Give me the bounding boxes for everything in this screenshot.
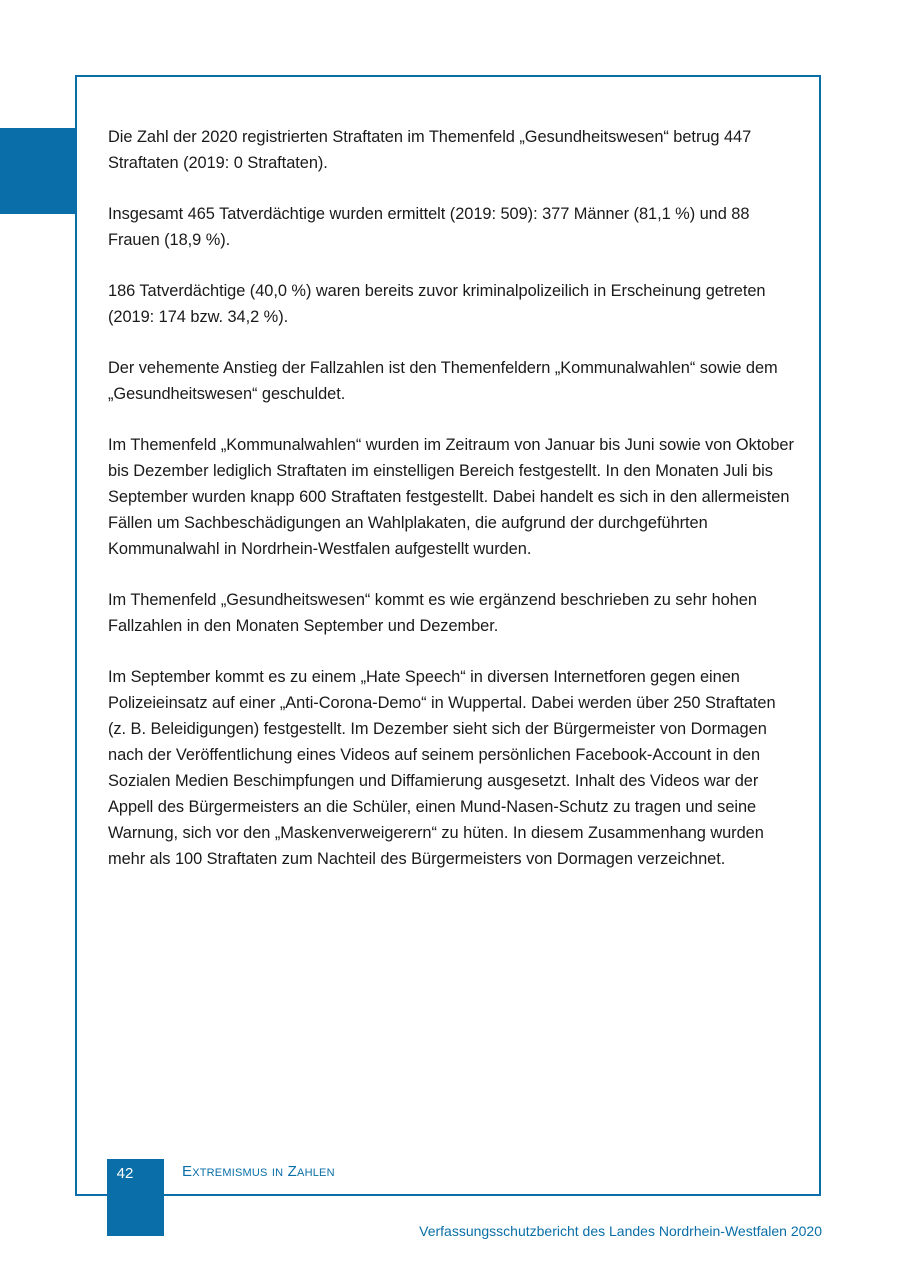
chapter-title: Extremismus in Zahlen — [182, 1163, 335, 1180]
publication-title: Verfassungsschutzbericht des Landes Nordrhein-Westfalen 2020 — [419, 1223, 822, 1239]
paragraph-5: Im Themenfeld „Kommunalwahlen“ wurden im Zeitraum von Januar bis Juni sowie von Oktober bis Dezember lediglich Straftaten im einstelligen Bereich festgestellt. In den Monaten Juli bis September wurden knapp 600 Straftaten festgestellt. Dabei handelt es sich in den allermeisten Fällen um Sachbeschädigungen an Wahlplakaten, die aufgrund der durchgeführten Kommunalwahl in Nordrhein-Westfalen aufgestellt wurden. — [108, 436, 794, 558]
page-number-block — [107, 1159, 164, 1236]
main-content — [108, 124, 796, 897]
paragraph-2: Insgesamt 465 Tatverdächtige wurden ermittelt (2019: 509): 377 Männer (81,1 %) und 88 Frauen (18,9 %). — [108, 205, 750, 249]
paragraph-7: Im September kommt es zu einem „Hate Speech“ in diversen Internetforen gegen einen Polizeieinsatz auf einer „Anti-Corona-Demo“ in Wuppertal. Dabei werden über 250 Straftaten (z. B. Beleidigungen) festgestellt. Im Dezember sieht sich der Bürgermeister von Dormagen nach der Veröffentlichung eines Videos auf seinem persönlichen Facebook-Account in den Sozialen Medien Beschimpfungen und Diffamierung ausgesetzt. Inhalt des Videos war der Appell des Bürgermeisters an die Schüler, einen Mund-Nasen-Schutz zu tragen und seine Warnung, sich vor den „Maskenverweigerern“ zu hüten. In diesem Zusammenhang wurden mehr als 100 Straftaten zum Nachteil des Bürgermeisters von Dormagen verzeichnet. — [108, 668, 776, 868]
paragraph-6: Im Themenfeld „Gesundheitswesen“ kommt es wie ergänzend beschrieben zu sehr hohen Fallzahlen in den Monaten September und Dezember. — [108, 591, 757, 635]
page-number: 42 — [116, 1165, 134, 1182]
paragraph-4: Der vehemente Anstieg der Fallzahlen ist den Themenfeldern „Kommunalwahlen“ sowie dem „Gesundheitswesen“ geschuldet. — [108, 359, 778, 403]
paragraph-3: 186 Tatverdächtige (40,0 %) waren bereits zuvor kriminalpolizeilich in Erscheinung getreten (2019: 174 bzw. 34,2 %). — [108, 282, 766, 326]
paragraph-1: Die Zahl der 2020 registrierten Straftaten im Themenfeld „Gesundheitswesen“ betrug 447 Straftaten (2019: 0 Straftaten). — [108, 128, 752, 172]
chapter-side-tab — [0, 128, 76, 214]
